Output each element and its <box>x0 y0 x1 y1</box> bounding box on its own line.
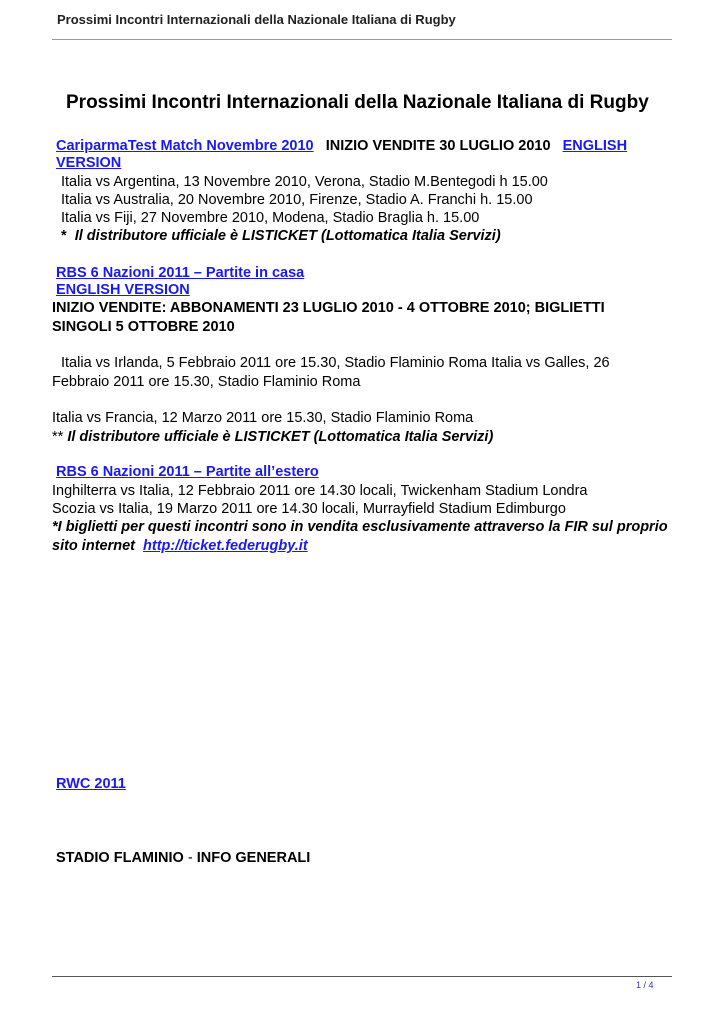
header-divider <box>52 39 672 40</box>
six-nations-away-match-1: Inghilterra vs Italia, 12 Febbraio 2011 ore 14.30 locali, Twickenham Stadium Londra <box>52 483 588 499</box>
test-match-item-2: Italia vs Australia, 20 Novembre 2010, Firenze, Stadio A. Franchi h. 15.00 <box>61 192 533 208</box>
rwc-link-line <box>56 775 126 793</box>
test-match-english-link-cont[interactable]: VERSION <box>56 155 122 171</box>
six-nations-home-sale-line-1: INIZIO VENDITE: ABBONAMENTI 23 LUGLIO 2010 - 4 OTTOBRE 2010; BIGLIETTI <box>52 300 605 316</box>
stadium-info-line <box>56 849 310 867</box>
test-match-item-3: Italia vs Fiji, 27 Novembre 2010, Modena, Stadio Braglia h. 15.00 <box>61 210 480 226</box>
test-match-heading-line <box>56 137 627 155</box>
six-nations-home-sale-line-2: SINGOLI 5 OTTOBRE 2010 <box>52 319 235 335</box>
six-nations-home-distributor-star: ** <box>52 429 64 445</box>
stadium-info: INFO GENERALI <box>196 850 311 866</box>
six-nations-away-link-line <box>56 463 319 481</box>
six-nations-home-match-line-1: Italia vs Irlanda, 5 Febbraio 2011 ore 15.30, Stadio Flaminio Roma Italia vs Galles, 26 <box>61 355 610 371</box>
stadium-name: STADIO FLAMINIO <box>56 850 184 866</box>
six-nations-home-match-line-2: Febbraio 2011 ore 15.30, Stadio Flaminio Roma <box>52 374 361 390</box>
test-match-english-link[interactable]: ENGLISH <box>562 138 628 154</box>
rwc-link[interactable]: RWC 2011 <box>56 776 126 792</box>
test-match-english-link-cont-line <box>56 154 121 172</box>
footer-divider <box>52 976 672 977</box>
page-number: 1 / 4 <box>636 980 654 990</box>
test-match-distributor-line <box>61 227 501 245</box>
page-title: Prossimi Incontri Internazionali della Nazionale Italiana di Rugby <box>66 92 649 113</box>
stadium-separator: - <box>187 850 193 866</box>
six-nations-home-link-line <box>56 264 304 282</box>
ticket-url-link[interactable]: http://ticket.federugby.it <box>143 538 308 554</box>
test-match-sale-start: INIZIO VENDITE 30 LUGLIO 2010 <box>325 138 551 154</box>
six-nations-home-english-link[interactable]: ENGLISH VERSION <box>56 282 190 298</box>
six-nations-away-note-line-1: *I biglietti per questi incontri sono in vendita esclusivamente attraverso la FIR sul proprio <box>52 519 668 535</box>
test-match-distributor-star: * <box>61 228 67 244</box>
test-match-distributor: Il distributore ufficiale è LISTICKET (Lottomatica Italia Servizi) <box>74 228 501 244</box>
six-nations-away-note-text: sito internet <box>52 538 135 554</box>
test-match-link[interactable]: CariparmaTest Match Novembre 2010 <box>56 138 314 154</box>
six-nations-home-match-line-3: Italia vs Francia, 12 Marzo 2011 ore 15.30, Stadio Flaminio Roma <box>52 410 474 426</box>
six-nations-home-english-line <box>56 281 190 299</box>
six-nations-away-note-line-2 <box>52 537 308 555</box>
six-nations-home-distributor-line <box>52 428 493 446</box>
six-nations-home-link[interactable]: RBS 6 Nazioni 2011 – Partite in casa <box>56 265 305 281</box>
running-header-title: Prossimi Incontri Internazionali della Nazionale Italiana di Rugby <box>57 12 456 27</box>
six-nations-away-link[interactable]: RBS 6 Nazioni 2011 – Partite all’estero <box>56 464 319 480</box>
test-match-item-1: Italia vs Argentina, 13 Novembre 2010, Verona, Stadio M.Bentegodi h 15.00 <box>61 174 548 190</box>
six-nations-home-distributor: Il distributore ufficiale è LISTICKET (Lottomatica Italia Servizi) <box>67 429 494 445</box>
six-nations-away-match-2: Scozia vs Italia, 19 Marzo 2011 ore 14.30 locali, Murrayfield Stadium Edimburgo <box>52 501 566 517</box>
